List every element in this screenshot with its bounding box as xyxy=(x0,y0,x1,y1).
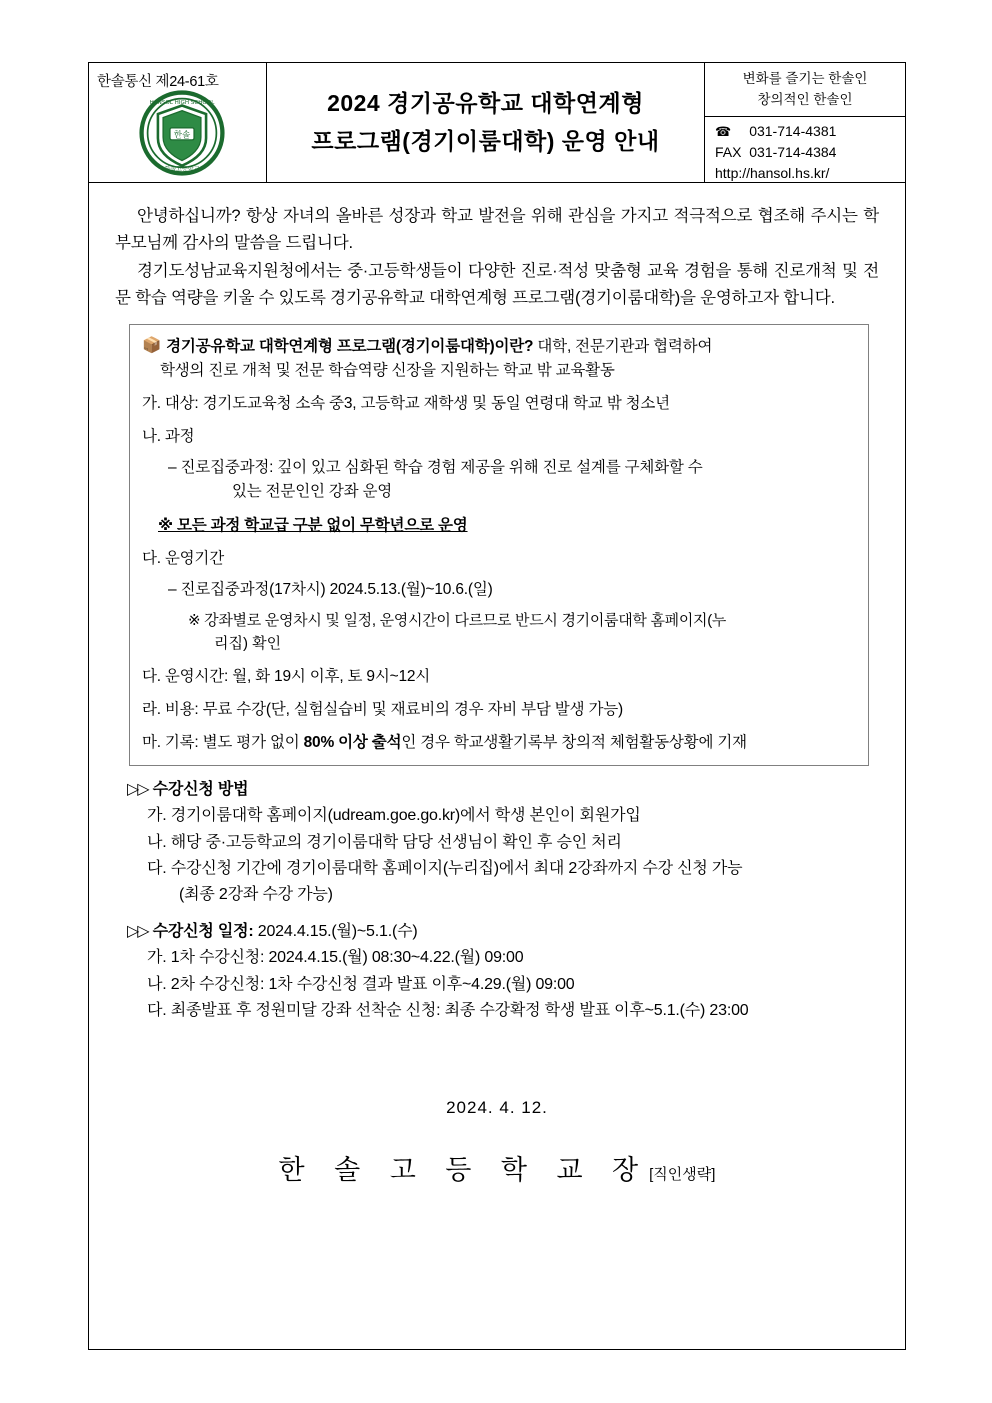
apply-schedule-title-bold: 수강신청 일정: xyxy=(152,922,254,940)
cube-icon: 📦 xyxy=(142,336,162,354)
box-period-note: ※ 강좌별로 운영차시 및 일정, 운영시간이 다르므로 반드시 경기이룸대학 홈페이지(누 xyxy=(188,612,727,630)
box-item-hours-text: 운영시간: 월, 화 19시 이후, 토 9시~12시 xyxy=(164,667,431,685)
header-left-cell xyxy=(89,63,267,182)
telephone-row xyxy=(715,121,905,142)
box-item-hours xyxy=(142,665,856,689)
intro-paragraph-2: 경기도성남교육지원청에서는 중·고등학생들이 다양한 진로·적성 맞춤형 교육 경험을 통해 진로개척 및 전문 학습 역량을 키울 수 있도록 경기공유학교 대학연계형 프로그램(경기이룸대학)을 운영하고자 합니다. xyxy=(115,262,879,308)
document-title-line-2: 프로그램(경기이룸대학) 운영 안내 xyxy=(311,127,660,154)
contact-info xyxy=(705,117,905,184)
box-course-detail: – 진로집중과정: 깊이 있고 심화된 학습 경험 제공을 위해 진로 설계를 구체화할 수 xyxy=(168,458,703,476)
box-course-detail-cont: 있는 전문인인 강좌 운영 xyxy=(232,482,393,500)
homepage-url[interactable]: http://hansol.hs.kr/ xyxy=(715,164,830,181)
box-note-all-grades: ※ 모든 과정 학교급 구분 없이 무학년으로 운영 xyxy=(158,516,468,534)
box-heading-rest: 대학, 전문기관과 협력하여 xyxy=(533,337,713,355)
box-item-period-label: 다. xyxy=(142,549,161,567)
apply-schedule-item-c-text: 최종발표 후 정원미달 강좌 선착순 신청: 최종 수강확정 학생 발표 이후~5.1.(수) 23:00 xyxy=(170,1002,749,1020)
signature-line xyxy=(115,1148,879,1187)
fax-label: FAX xyxy=(715,143,742,160)
apply-schedule-item-c-label: 다. xyxy=(147,1002,167,1020)
apply-method-item-c xyxy=(147,856,879,882)
document-header xyxy=(89,63,905,183)
apply-method-item-c-cont: (최종 2강좌 수강 가능) xyxy=(179,885,333,903)
document-date: 2024. 4. 12. xyxy=(446,1097,548,1117)
box-item-hours-label: 다. xyxy=(142,667,161,685)
apply-method-item-a xyxy=(147,803,879,829)
double-chevron-icon: ▷▷ xyxy=(127,780,148,798)
apply-schedule-item-a-text: 1차 수강신청: 2024.4.15.(월) 08:30~4.22.(월) 09:00 xyxy=(170,949,524,967)
svg-text:한솔: 한솔 xyxy=(173,130,191,141)
apply-method-item-b xyxy=(147,830,879,856)
box-heading xyxy=(142,335,856,359)
svg-text:한솔고등학교: 한솔고등학교 xyxy=(164,165,200,173)
box-item-target-label: 가. xyxy=(142,394,161,412)
box-item-cost-label: 라. xyxy=(142,700,161,718)
box-heading-question: 경기공유학교 대학연계형 프로그램(경기이룸대학)이란? xyxy=(166,337,534,355)
apply-method-item-b-label: 나. xyxy=(147,833,167,851)
signature-text: 한 솔 고 등 학 교 장 xyxy=(278,1154,650,1185)
fax-row xyxy=(715,142,905,163)
apply-schedule-item-a xyxy=(147,945,879,971)
header-contact-cell xyxy=(705,63,905,182)
box-item-record xyxy=(142,731,856,755)
apply-schedule-item-b xyxy=(147,972,879,998)
apply-schedule-title xyxy=(127,919,879,945)
apply-method-item-c-text: 수강신청 기간에 경기이룸대학 홈페이지(누리집)에서 최대 2강좌까지 수강 신청 가능 xyxy=(170,860,743,878)
box-item-record-pre: 기록: 별도 평가 없이 xyxy=(164,733,304,751)
apply-method-item-a-text: 경기이룸대학 홈페이지(udream.goe.go.kr)에서 학생 본인이 회원가입 xyxy=(170,807,641,825)
box-item-target xyxy=(142,392,856,416)
apply-method-item-c-label: 다. xyxy=(147,860,167,878)
document-title-line-1: 2024 경기공유학교 대학연계형 xyxy=(327,90,644,117)
school-slogan xyxy=(705,63,905,117)
box-item-record-label: 마. xyxy=(142,733,161,751)
box-period-detail: – 진로집중과정(17차시) 2024.5.13.(월)~10.6.(일) xyxy=(168,581,493,598)
apply-schedule-item-b-label: 나. xyxy=(147,975,167,993)
box-item-period xyxy=(142,547,856,571)
apply-schedule-title-rest: 2024.4.15.(월)~5.1.(수) xyxy=(253,922,418,940)
box-item-course-label: 나. xyxy=(142,427,161,445)
fax-number: 031-714-4384 xyxy=(749,143,837,160)
double-chevron-icon: ▷▷ xyxy=(127,922,148,940)
program-info-box xyxy=(129,324,869,766)
box-heading-subline: 학생의 진로 개척 및 전문 학습역량 신장을 지원하는 학교 밖 교육활동 xyxy=(160,361,615,379)
box-item-cost xyxy=(142,698,856,722)
slogan-line-1: 변화를 즐기는 한솔인 xyxy=(742,71,868,86)
box-item-record-highlight: 80% 이상 출석 xyxy=(303,733,402,751)
box-item-target-text: 대상: 경기도교육청 소속 중3, 고등학교 재학생 및 동일 연령대 학교 밖 청소년 xyxy=(164,394,670,412)
section-apply-schedule xyxy=(127,919,879,1024)
box-period-note-cont: 리집) 확인 xyxy=(214,635,282,653)
svg-text:HANSOL HIGH SCHOOL: HANSOL HIGH SCHOOL xyxy=(149,99,215,106)
apply-schedule-item-b-text: 2차 수강신청: 1차 수강신청 결과 발표 이후~4.29.(월) 09:00 xyxy=(170,975,575,993)
apply-method-title-text: 수강신청 방법 xyxy=(152,780,249,798)
box-item-course-text: 과정 xyxy=(164,427,195,445)
telephone-number: 031-714-4381 xyxy=(749,122,837,139)
slogan-line-2: 창의적인 한솔인 xyxy=(757,91,853,107)
apply-method-item-b-text: 해당 중·고등학교의 경기이룸대학 담당 선생님이 확인 후 승인 처리 xyxy=(170,833,622,851)
apply-schedule-item-a-label: 가. xyxy=(147,949,167,967)
signature-seal-omitted: [직인생략] xyxy=(649,1165,716,1183)
box-item-record-post: 인 경우 학교생활기록부 창의적 체험활동상황에 기재 xyxy=(401,733,747,751)
document-body xyxy=(89,183,905,1187)
box-item-cost-text: 비용: 무료 수강(단, 실험실습비 및 재료비의 경우 자비 부담 발생 가능) xyxy=(164,700,623,718)
document-page xyxy=(88,62,906,1350)
telephone-icon: ☎ xyxy=(715,123,732,139)
apply-method-item-a-label: 가. xyxy=(147,807,167,825)
apply-schedule-item-c xyxy=(147,998,879,1024)
intro-paragraph-1: 안녕하십니까? 항상 자녀의 올바른 성장과 학교 발전을 위해 관심을 가지고 적극적으로 협조해 주시는 학부모님께 감사의 말씀을 드립니다. xyxy=(115,207,879,252)
box-item-period-text: 운영기간 xyxy=(164,549,224,567)
apply-method-title xyxy=(127,777,879,803)
document-code: 한솔통신 제24-61호 xyxy=(97,74,219,90)
header-title-cell xyxy=(267,63,705,182)
box-item-course xyxy=(142,425,856,449)
hansol-high-school-emblem-icon xyxy=(139,90,225,176)
section-apply-method xyxy=(127,777,879,908)
